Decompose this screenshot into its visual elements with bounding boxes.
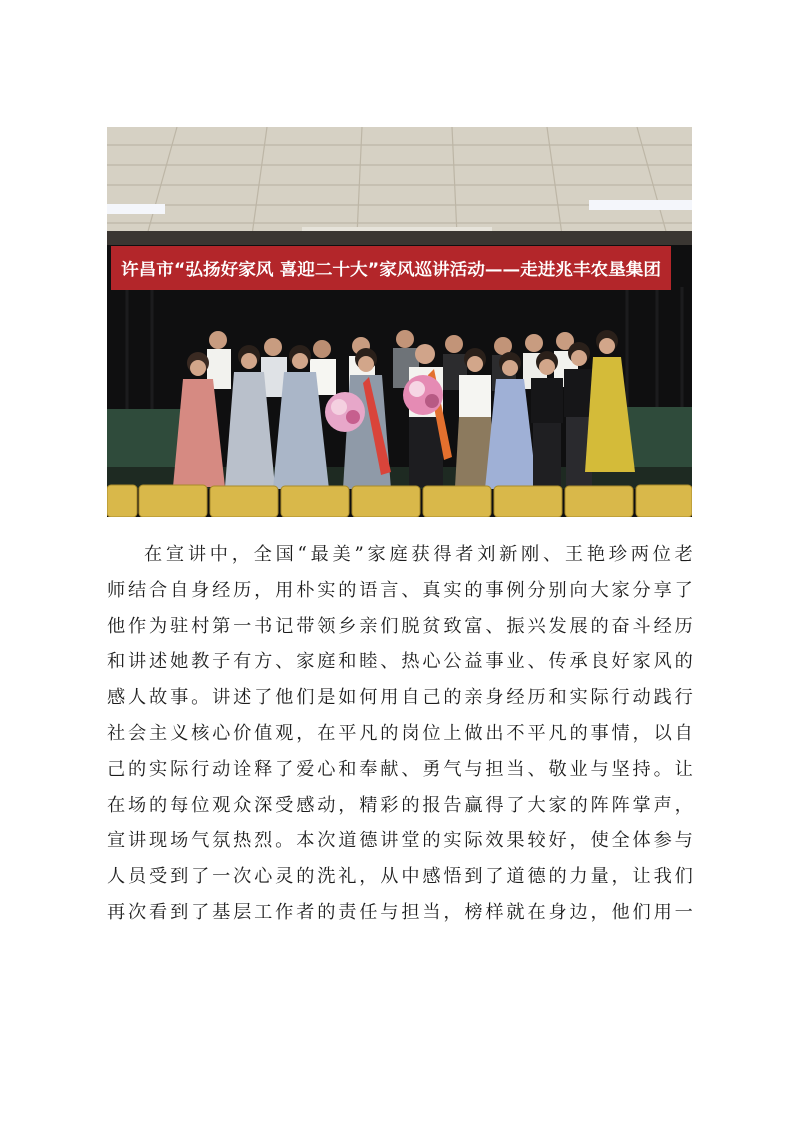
article-body xyxy=(107,537,693,931)
article-line: 师结合自身经历，用朴实的语言、真实的事例分别向大家分享了 xyxy=(107,579,693,601)
article-line: 和讲述她教子有方、家庭和睦、热心公益事业、传承良好家风的 xyxy=(107,651,693,673)
event-banner-text: 许昌市“弘扬好家风 喜迎二十大”家风巡讲活动——走进兆丰农垦集团 xyxy=(121,260,627,279)
auditorium-seats xyxy=(107,485,692,517)
article-line: 人员受到了一次心灵的洗礼，从中感悟到了道德的力量，让我们 xyxy=(107,866,693,888)
article-line: 宣讲现场气氛热烈。本次道德讲堂的实际效果较好，使全体参与 xyxy=(107,830,693,852)
article-line: 感人故事。讲述了他们是如何用自己的亲身经历和实际行动践行 xyxy=(107,687,693,709)
article-line: 己的实际行动诠释了爱心和奉献、勇气与担当、敬业与坚持。让 xyxy=(107,758,693,780)
article-line: 在场的每位观众深受感动，精彩的报告赢得了大家的阵阵掌声， xyxy=(107,794,693,816)
article-line: 社会主义核心价值观，在平凡的岗位上做出不平凡的事情，以自 xyxy=(107,722,693,744)
article-line: 再次看到了基层工作者的责任与担当，榜样就在身边，他们用一 xyxy=(107,901,693,923)
article-line: 他作为驻村第一书记带领乡亲们脱贫致富、振兴发展的奋斗经历 xyxy=(107,615,693,637)
article-line: 在宣讲中，全国“最美”家庭获得者刘新刚、王艳珍两位老 xyxy=(144,544,693,565)
event-photo xyxy=(107,127,692,517)
